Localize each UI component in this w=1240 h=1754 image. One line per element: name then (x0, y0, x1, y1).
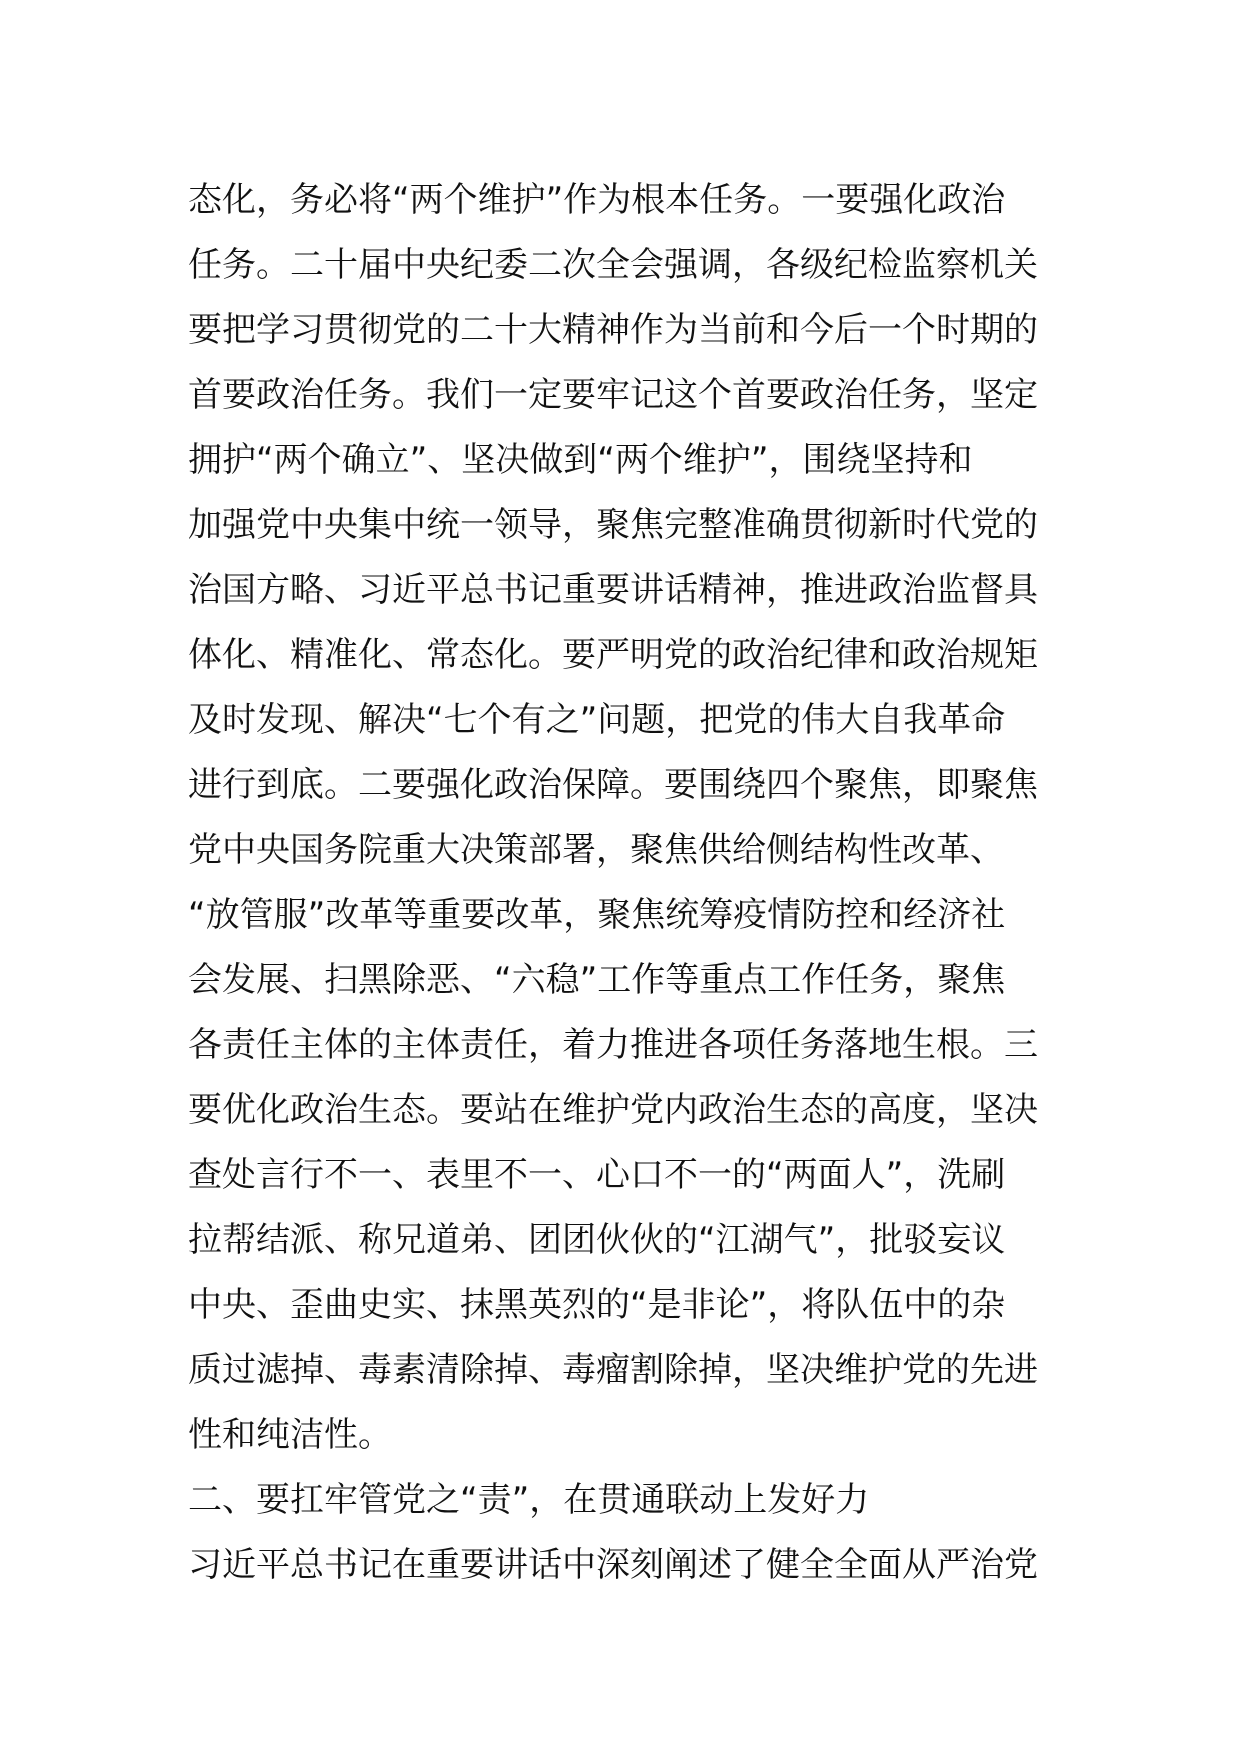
text-line: 首要政治任务。我们一定要牢记这个首要政治任务，坚定 (188, 375, 1038, 415)
text-line: 要把学习贯彻党的二十大精神作为当前和今后一个时期的 (188, 310, 1038, 350)
text-line: 党中央国务院重大决策部署，聚焦供给侧结构性改革、 (188, 830, 1004, 870)
text-line: 要优化政治生态。要站在维护党内政治生态的高度，坚决 (188, 1090, 1038, 1130)
section-heading: 二、要扛牢管党之“责”，在贯通联动上发好力 (188, 1480, 870, 1520)
text-line: 习近平总书记在重要讲话中深刻阐述了健全全面从严治党 (188, 1545, 1038, 1585)
text-line: 及时发现、解决“七个有之”问题，把党的伟大自我革命 (188, 700, 1006, 740)
text-line: 进行到底。二要强化政治保障。要围绕四个聚焦，即聚焦 (188, 765, 1038, 805)
text-line: 查处言行不一、表里不一、心口不一的“两面人”，洗刷 (188, 1155, 1006, 1195)
text-line: 质过滤掉、毒素清除掉、毒瘤割除掉，坚决维护党的先进 (188, 1350, 1038, 1390)
text-line: 拉帮结派、称兄道弟、团团伙伙的“江湖气”，批驳妄议 (188, 1220, 1006, 1260)
text-line: 各责任主体的主体责任，着力推进各项任务落地生根。三 (188, 1025, 1038, 1065)
text-line: “放管服”改革等重要改革，聚焦统筹疫情防控和经济社 (188, 895, 1006, 935)
text-line: 性和纯洁性。 (188, 1415, 392, 1455)
text-line: 体化、精准化、常态化。要严明党的政治纪律和政治规矩 (188, 635, 1038, 675)
text-line: 加强党中央集中统一领导，聚焦完整准确贯彻新时代党的 (188, 505, 1038, 545)
text-line: 治国方略、习近平总书记重要讲话精神，推进政治监督具 (188, 570, 1038, 610)
text-line: 拥护“两个确立”、坚决做到“两个维护”，围绕坚持和 (188, 440, 973, 480)
body-text (188, 168, 1068, 1598)
text-line: 态化，务必将“两个维护”作为根本任务。一要强化政治 (188, 180, 1006, 220)
text-line: 会发展、扫黑除恶、“六稳”工作等重点工作任务，聚焦 (188, 960, 1006, 1000)
text-line: 任务。二十届中央纪委二次全会强调，各级纪检监察机关 (188, 245, 1038, 285)
text-line: 中央、歪曲史实、抹黑英烈的“是非论”，将队伍中的杂 (188, 1285, 1006, 1325)
